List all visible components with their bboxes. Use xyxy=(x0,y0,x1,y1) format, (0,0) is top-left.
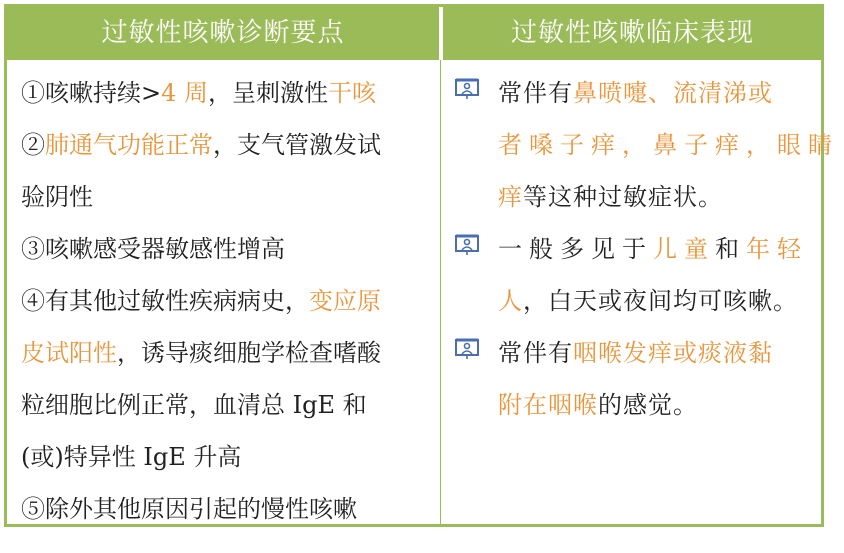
line-text: 和 xyxy=(715,235,746,263)
diagnosis-line xyxy=(21,275,437,327)
highlight-text: 鼻喷嚏、流清涕或 xyxy=(573,79,773,107)
line-text: (或)特异性 IgE 升高 xyxy=(21,443,242,471)
diagnosis-line xyxy=(21,431,437,483)
highlight-text: 肺通气功能正常 xyxy=(45,131,213,159)
line-text: 粒细胞比例正常，血清总 IgE 和 xyxy=(21,391,367,419)
highlight-text: 人 xyxy=(498,287,523,315)
line-text: 验阴性 xyxy=(21,183,93,211)
comparison-table xyxy=(4,4,839,527)
feature-item xyxy=(451,223,821,327)
diagnosis-line xyxy=(21,119,437,171)
diagnosis-line xyxy=(21,67,437,119)
line-text: 的感觉。 xyxy=(598,391,698,419)
line-text: ①咳嗽持续> xyxy=(21,79,162,107)
diagnosis-line xyxy=(21,223,437,275)
diagnosis-line xyxy=(21,171,437,223)
left-column-title: 过敏性咳嗽诊断要点 xyxy=(101,18,345,48)
line-text: 常伴有 xyxy=(498,339,573,367)
highlight-text: 儿童 xyxy=(653,235,715,263)
highlight-text: 年轻 xyxy=(746,235,808,263)
line-text: ，诱导痰细胞学检查嗜酸 xyxy=(117,339,381,367)
line-text: ⑤除外其他原因引起的慢性咳嗽 xyxy=(21,495,357,523)
line-text: 等这种过敏症状。 xyxy=(523,183,723,211)
feature-item xyxy=(451,327,821,431)
line-text: ③咳嗽感受器敏感性增高 xyxy=(21,235,285,263)
table-header xyxy=(7,7,821,60)
diagnosis-line xyxy=(21,327,437,379)
line-text: ，白天或夜间均可咳嗽。 xyxy=(523,287,798,315)
header-divider xyxy=(439,7,443,60)
line-text: ④有其他过敏性疾病病史， xyxy=(21,287,309,315)
column-divider xyxy=(440,60,441,524)
diagnosis-line xyxy=(21,483,437,535)
highlight-text: 者嗓子痒，鼻子痒，眼睛 xyxy=(498,131,839,159)
clinical-features-column xyxy=(451,67,839,431)
highlight-text: 4 周 xyxy=(161,79,209,107)
line-text: ，支气管激发试 xyxy=(213,131,381,159)
feature-item xyxy=(451,67,839,223)
highlight-text: 干咳 xyxy=(328,79,377,107)
line-text: 一般多见于 xyxy=(498,235,653,263)
diagnosis-points-column xyxy=(21,67,437,535)
presentation-icon xyxy=(455,234,479,256)
feature-line xyxy=(498,171,821,223)
feature-line xyxy=(498,379,821,431)
right-column-title: 过敏性咳嗽临床表现 xyxy=(510,18,754,48)
feature-line xyxy=(498,67,821,119)
line-text: ，呈刺激性 xyxy=(208,79,329,107)
highlight-text: 变应原 xyxy=(309,287,381,315)
presentation-icon xyxy=(455,78,479,100)
presentation-icon xyxy=(455,338,479,360)
diagnosis-line xyxy=(21,379,437,431)
feature-line xyxy=(498,327,821,379)
highlight-text: 痒 xyxy=(498,183,523,211)
feature-line xyxy=(498,119,839,171)
line-text: 常伴有 xyxy=(498,79,573,107)
feature-line xyxy=(498,223,821,275)
highlight-text: 咽喉发痒或痰液黏 xyxy=(573,339,773,367)
feature-line xyxy=(498,275,821,327)
highlight-text: 附在咽喉 xyxy=(498,391,598,419)
highlight-text: 皮试阳性 xyxy=(21,339,117,367)
line-text: ② xyxy=(21,131,45,159)
